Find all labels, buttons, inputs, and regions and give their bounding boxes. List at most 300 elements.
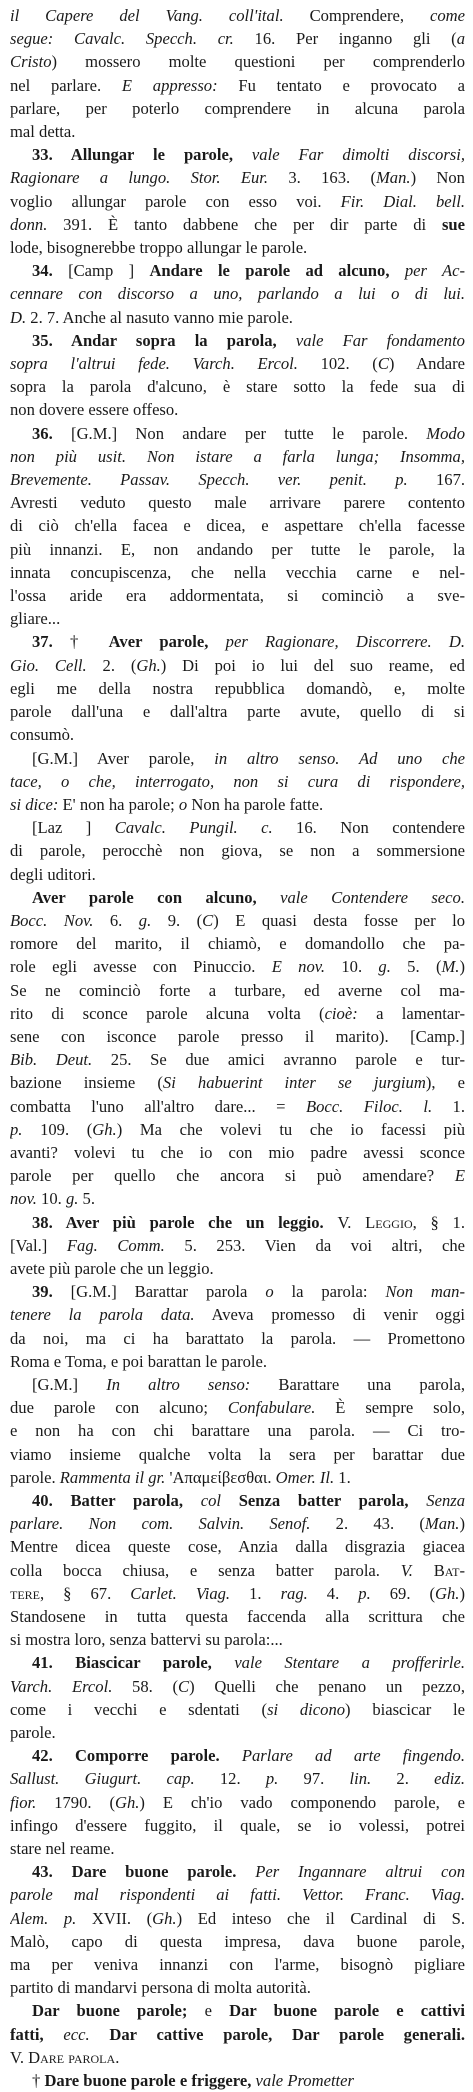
italic-text: tenere la parola data. (10, 1305, 195, 1325)
body-text: degli uditori. (10, 864, 96, 884)
text-line (10, 1860, 465, 1883)
italic-text: il Capere (10, 6, 120, 25)
body-text: Comprendere, (283, 6, 430, 25)
text-line (10, 1211, 465, 1234)
text-line (10, 352, 465, 375)
text-line (10, 1628, 465, 1651)
text-line (10, 422, 465, 445)
body-text: 1. (432, 1096, 465, 1116)
headword-text: Aver parole con alcuno, (32, 887, 281, 907)
headword-text: 43. (32, 1862, 72, 1882)
text-line (10, 1373, 465, 1396)
italic-text: come (429, 6, 465, 25)
italic-text: cennare con discorso a uno, parlando a lui o di lui. (10, 284, 465, 304)
italic-text: vale Far fondamento (295, 330, 465, 350)
body-text: 10. (36, 1189, 66, 1209)
text-line (10, 236, 465, 259)
italic-text: Gh. (114, 1792, 140, 1812)
text-line (10, 1814, 465, 1837)
italic-text: g. (65, 1189, 79, 1209)
body-text: [G.M.] Non andare per tutte le parole. (71, 423, 427, 443)
body-text: ) Quelli che penano un pezzo, (189, 1676, 465, 1696)
text-line (10, 213, 465, 236)
body-text: . (115, 2047, 120, 2067)
body-text: [G.M.] (32, 1374, 107, 1394)
body-text: Avresti veduto questo male arrivare parere contento (10, 493, 465, 513)
body-text: 6. (93, 910, 139, 930)
italic-text: vale Contendere seco. (280, 887, 465, 907)
headword-text: Dar buone parole e cattivi (229, 2001, 465, 2021)
body-text: ) mossero molte questioni per comprenderlo (51, 52, 465, 72)
text-line (10, 1303, 465, 1326)
text-line (10, 1721, 465, 1744)
body-text: Se ne cominciò forte a turbare, ed averne col ma- (10, 980, 465, 1000)
body-text: due parole con alcuno; (10, 1398, 228, 1418)
italic-text: col (200, 1491, 239, 1510)
body-text: ) (459, 1514, 465, 1534)
body-text: [G.M.] Aver parole, (32, 748, 215, 768)
body-text: viamo insieme qualche volta la sera per barattar due (10, 1444, 465, 1464)
body-text: ) Andare (388, 354, 465, 374)
headword-text: Biascicar parole, (75, 1653, 235, 1673)
italic-text: Bocc. Nov. (10, 910, 94, 930)
italic-text: E appresso: (121, 75, 218, 95)
body-text: Bat- (433, 1560, 465, 1580)
headword-text: Andar sopra la parola, (70, 330, 296, 350)
italic-text: segue: Cavalc. Specch. cr. (10, 29, 234, 49)
text-line (10, 1512, 465, 1535)
text-line (10, 1419, 465, 1442)
italic-text: V. (400, 1560, 413, 1580)
italic-text: p. (358, 1583, 371, 1603)
body-text: ) Non (410, 168, 465, 188)
text-line (10, 1767, 465, 1790)
italic-text: si dice: (10, 794, 59, 814)
italic-text: ecc. (63, 2024, 110, 2044)
text-line (10, 143, 465, 166)
italic-text: g. (378, 957, 391, 977)
text-line (10, 538, 465, 561)
body-text: ) Ma che volevi tu che io facessi più (116, 1119, 465, 1139)
italic-text: del Vang. coll'ital. (119, 6, 284, 25)
text-line (10, 607, 465, 630)
text-line (10, 584, 465, 607)
text-line (10, 793, 465, 816)
text-line (10, 1930, 465, 1953)
body-text: [Val.] (10, 1235, 67, 1255)
text-line (10, 1559, 465, 1582)
body-text: 'Απαμείβεσθαι. (165, 1467, 276, 1487)
headword-text: Allungar le parole, (70, 145, 252, 165)
text-line (10, 1327, 465, 1350)
text-line (10, 816, 465, 839)
italic-text: rag. (280, 1583, 308, 1603)
text-line (10, 1187, 465, 1210)
italic-text: Confabulare. (227, 1398, 316, 1418)
body-text: [Camp ] (68, 261, 150, 281)
body-text: 391. È tanto dabbene che per dir parte di (47, 214, 442, 234)
text-line (10, 723, 465, 746)
italic-text: Parlare ad arte fingendo. (241, 1746, 465, 1766)
headword-text: Aver più parole che un leggio. (65, 1212, 338, 1232)
text-line (10, 1907, 465, 1930)
body-text: combatta l'uno all'altro dare... = (10, 1096, 306, 1116)
body-text: ma per veniva innanzi con l'arme, bisognò pigliare (10, 1955, 465, 1975)
body-text: XVII. ( (76, 1908, 153, 1928)
body-text: ) (459, 957, 465, 977)
text-line (10, 561, 465, 584)
text-line (10, 1651, 465, 1674)
body-text: , § 67. (40, 1583, 131, 1603)
text-line (10, 190, 465, 213)
text-line (10, 955, 465, 978)
body-text: 1. (334, 1467, 351, 1487)
body-text: [Laz ] (32, 818, 115, 838)
italic-text: g. (138, 910, 152, 930)
text-line (10, 2023, 465, 2046)
text-line (10, 1234, 465, 1257)
text-line (10, 1118, 465, 1141)
body-text: 69. ( (370, 1583, 436, 1603)
body-text: sene con isconce parole presso il marito). [Camp.] (10, 1026, 465, 1046)
body-text: ) (459, 1583, 465, 1603)
text-line (10, 2046, 465, 2069)
text-line (10, 1837, 465, 1860)
text-line (10, 886, 465, 909)
headword-text: fatti, (10, 2024, 64, 2044)
italic-text: cioè: (324, 1003, 358, 1023)
body-text: 2. 7. Anche al nasuto vanno mie parole. (26, 307, 293, 327)
body-text: 16. Non contendere (272, 818, 465, 838)
text-line (10, 1698, 465, 1721)
italic-text: Cristo (10, 52, 52, 72)
italic-text: Gh. (136, 655, 161, 675)
text-line (10, 1025, 465, 1048)
text-line (10, 259, 465, 282)
italic-text: o (178, 794, 188, 814)
italic-text: Si habuerint inter se jurgium (162, 1073, 426, 1093)
body-text: [G.M.] Barattar parola (70, 1282, 266, 1302)
body-text: 9. ( (151, 910, 203, 930)
body-text: 4. (307, 1583, 359, 1603)
text-line (10, 491, 465, 514)
italic-text: vale Prometter (255, 2071, 354, 2091)
headword-text: Senza batter parola, (238, 1491, 427, 1510)
body-text: , § 1. (412, 1212, 465, 1232)
body-text: 25. Se due amici avranno parole e tur- (92, 1050, 465, 1070)
italic-text: E (454, 1166, 465, 1186)
italic-text: sopra l'altrui fede. Varch. Ercol. (10, 354, 298, 374)
text-line (10, 120, 465, 143)
text-line (10, 2069, 465, 2092)
text-line (10, 1164, 465, 1187)
text-line (10, 1466, 465, 1489)
text-line (10, 1675, 465, 1698)
body-text: 58. ( (112, 1676, 179, 1696)
headword-text: Andare le parole ad alcuno, (149, 261, 405, 281)
text-line (10, 1048, 465, 1071)
text-line (10, 1095, 465, 1118)
italic-text: Gh. (92, 1119, 117, 1139)
italic-text: si dicono (267, 1699, 346, 1719)
body-text: 102. ( (297, 354, 378, 374)
body-text: parole per quello che ancora si può amendare? (10, 1166, 455, 1186)
italic-text: M. (441, 957, 460, 977)
body-text: Fu tentato e provocato a (217, 75, 465, 95)
text-line (10, 747, 465, 770)
body-text: Aveva promesso di venir oggi (194, 1305, 465, 1325)
headword-text: 40. (32, 1491, 71, 1510)
headword-text: Dar buone parole; (32, 2001, 205, 2021)
body-text: da noi, ma ci ha barattato la parola. — Promettono (10, 1328, 465, 1348)
italic-text: lin. (349, 1769, 372, 1789)
text-line (10, 1999, 465, 2022)
headword-text: 41. (32, 1653, 76, 1673)
body-text: avanti? volevi tu che io con mio padre avessi sconce (10, 1142, 465, 1162)
italic-text: nov. (10, 1189, 37, 1209)
body-text: tere (10, 1583, 40, 1603)
body-text: mal detta. (10, 122, 76, 142)
italic-text: Per Ingannare altrui con (255, 1862, 465, 1882)
body-text: ) E quasi desta fosse per lo (213, 910, 465, 930)
italic-text: Fir. Dial. bell. (340, 191, 465, 211)
text-line (10, 97, 465, 120)
text-line (10, 1605, 465, 1628)
headword-text: sue (441, 214, 465, 234)
italic-text: o (265, 1282, 274, 1302)
text-line (10, 1976, 465, 1999)
body-text: si mostra loro, senza battervi su parola:... (10, 1630, 283, 1650)
italic-text: Fag. Comm. (66, 1235, 165, 1255)
text-line (10, 445, 465, 468)
body-text: 12. (194, 1769, 266, 1789)
text-line (10, 770, 465, 793)
headword-text: 39. (32, 1282, 71, 1302)
body-text: Dare parola (28, 2047, 116, 2067)
body-text: È sempre solo, (315, 1398, 465, 1418)
italic-text: donn. (10, 214, 48, 234)
italic-text: in altro senso. Ad uno che (214, 748, 465, 768)
body-text: 10. (325, 957, 379, 977)
headword-text: Dar cattive parole, Dar parole generali. (109, 2024, 465, 2044)
headword-text: 37. (32, 632, 70, 652)
body-text: 2. (371, 1769, 435, 1789)
italic-text: C (377, 354, 389, 374)
body-text: lode, bisognerebbe troppo allungar le parole. (10, 238, 308, 258)
text-line (10, 27, 465, 50)
text-line (10, 282, 465, 305)
text-line (10, 1744, 465, 1767)
headword-text: Batter parola, (70, 1491, 201, 1510)
text-line (10, 50, 465, 73)
headword-text: 33. (32, 145, 71, 165)
italic-text: Non man- (385, 1282, 465, 1302)
text-line (10, 398, 465, 421)
italic-text: C (202, 910, 214, 930)
body-text: Mentre dicea queste cose, Anzia dalla disgrazia giacea (10, 1537, 465, 1557)
body-text: 5. (78, 1189, 95, 1209)
italic-text: Cavalc. Pungil. c. (114, 818, 273, 838)
body-text: infingo d'essere fuggito, il quale, se io volessi, potrei (10, 1815, 465, 1835)
text-line (10, 329, 465, 352)
body-text: 167. (407, 470, 465, 490)
body-text: V. (10, 2047, 29, 2067)
italic-text: Rammenta il gr. (59, 1467, 166, 1487)
body-text: Standosene in tutta questa faccenda alla scrittura che (10, 1607, 465, 1627)
italic-text: a (456, 29, 465, 49)
italic-text: Gio. Cell. (10, 655, 87, 675)
italic-text: Gh. (435, 1583, 460, 1603)
body-text: nel parlare. (10, 75, 122, 95)
body-text: role egli avesse con Pinuccio. (10, 957, 272, 977)
text-line (10, 1883, 465, 1906)
text-line (10, 166, 465, 189)
body-text: come i vecchi e sdentati ( (10, 1699, 268, 1719)
headword-text: Dare buone parole e friggere, (44, 2071, 256, 2091)
body-text: † (70, 632, 109, 652)
text-line (10, 1791, 465, 1814)
text-line (10, 677, 465, 700)
text-line (10, 839, 465, 862)
body-text: l'ossa aride era addormentata, si cominciò a sve- (10, 586, 465, 606)
italic-text: D. (10, 307, 27, 327)
body-text: E' non ha parole; (58, 794, 179, 814)
body-text: 1. (230, 1583, 281, 1603)
body-text: Non ha parole fatte. (187, 794, 324, 814)
body-text: Malò, capo di questa impresa, dava buone parole, (10, 1931, 465, 1951)
text-line (10, 1350, 465, 1373)
body-text: 5. ( (390, 957, 442, 977)
body-text: più innanzi. E, non andando per tutte le parole, la (10, 539, 465, 559)
headword-text: 35. (32, 330, 71, 350)
italic-text: non più usit. Non istare a farla lunga; Insomma, (10, 446, 465, 466)
body-text: e non ha con chi barattare una parola. — Ci tro- (10, 1421, 465, 1441)
italic-text: Sallust. Giugurt. cap. (10, 1769, 195, 1789)
body-text: 3. 163. ( (268, 168, 376, 188)
body-text: rito di sconce parole alcuna volta ( (10, 1003, 325, 1023)
body-text: Leggio (365, 1212, 413, 1232)
body-text: colla bocca chiusa, e senza batter parola. (10, 1560, 401, 1580)
body-text: a lamentar- (357, 1003, 465, 1023)
body-text: Barattare una parola, (250, 1374, 465, 1394)
body-text: Roma e Toma, e poi barattan le parole. (10, 1351, 268, 1371)
italic-text: Modo (426, 423, 465, 443)
italic-text: Gh. (152, 1908, 177, 1928)
text-line (10, 979, 465, 1002)
body-text: gliare... (10, 609, 61, 629)
italic-text: p. (10, 1119, 23, 1139)
italic-text: p. (265, 1769, 279, 1789)
italic-text: Alem. p. (10, 1908, 77, 1928)
body-text: innata concupiscenza, che nella vecchia carne e nel- (10, 562, 465, 582)
body-text: 16. Per inganno gli ( (233, 29, 457, 49)
body-text: ) Di poi io lui del suo reame, ed (160, 655, 465, 675)
italic-text: Varch. Ercol. (10, 1676, 113, 1696)
text-line (10, 1443, 465, 1466)
headword-text: 42. (32, 1746, 75, 1766)
text-line (10, 74, 465, 97)
body-text: bazione insieme ( (10, 1073, 163, 1093)
text-line (10, 375, 465, 398)
text-line (10, 1489, 465, 1512)
text-line (10, 654, 465, 677)
text-line (10, 306, 465, 329)
body-text: partito di mandarvi persona di molta autorità. (10, 1978, 311, 1998)
italic-text: Man. (375, 168, 411, 188)
body-text: romore del marito, il chiamò, e domandollo che pa- (10, 934, 465, 954)
italic-text: per Ragionare, Discorrere. D. (225, 632, 465, 652)
body-text: ) Ed inteso che il Cardinal di S. (176, 1908, 465, 1928)
text-line (10, 700, 465, 723)
text-line (10, 1953, 465, 1976)
italic-text: Carlet. Viag. (130, 1583, 231, 1603)
text-line (10, 1141, 465, 1164)
italic-text: In altro senso: (106, 1374, 251, 1394)
headword-text: Aver parole, (108, 632, 226, 652)
headword-text: 34. (32, 261, 69, 281)
italic-text: vale Stentare a profferirle. (234, 1653, 465, 1673)
headword-text: Comporre parole. (74, 1746, 242, 1766)
text-line (10, 468, 465, 491)
italic-text: vale Far dimolti discorsi, (251, 145, 465, 165)
text-line (10, 1535, 465, 1558)
body-text: di ciò ch'ella facea e dicea, e aspettare ch'ella facesse (10, 516, 465, 536)
italic-text: E nov. (271, 957, 326, 977)
headword-text: 38. (32, 1212, 66, 1232)
italic-text: Brevemente. Passav. Specch. ver. penit. p. (10, 470, 408, 490)
body-text: egli me della nostra repubblica domandò, e, molte (10, 678, 465, 698)
body-text: ) E ch'io vado componendo parole, e (139, 1792, 465, 1812)
body-text: 97. (278, 1769, 350, 1789)
headword-text: 36. (32, 423, 72, 443)
body-text: 1790. ( (36, 1792, 115, 1812)
text-line (10, 1257, 465, 1280)
text-line (10, 514, 465, 537)
body-text: stare nel reame. (10, 1839, 115, 1859)
body-text (413, 1561, 434, 1580)
italic-text: per Ac- (404, 261, 465, 281)
italic-text: C (178, 1676, 190, 1696)
body-text: 5. 253. Vien da voi altri, che (164, 1235, 465, 1255)
italic-text: ediz. (434, 1769, 465, 1789)
body-text: consumò. (10, 725, 75, 745)
italic-text: Man. (424, 1514, 460, 1534)
body-text: ), e (425, 1073, 465, 1093)
italic-text: parlare. Non com. Salvin. Senof. (10, 1514, 311, 1534)
italic-text: fior. (10, 1792, 37, 1812)
text-line (10, 4, 465, 27)
body-text: non dovere essere offeso. (10, 400, 179, 420)
body-text: voglio allungar parole con esso voi. (10, 191, 341, 211)
text-line (10, 932, 465, 955)
body-text: † (32, 2071, 45, 2091)
body-text: e (204, 2001, 230, 2021)
italic-text: Bocc. Filoc. l. (305, 1096, 433, 1116)
text-line (10, 1582, 465, 1605)
body-text: V. (337, 1212, 366, 1232)
body-text: 2. ( (86, 655, 137, 675)
body-text: la parola: (273, 1282, 386, 1302)
body-text: di parole, perocchè non giova, se non a sommersione (10, 841, 465, 861)
body-text: avete più parole che un leggio. (10, 1258, 214, 1278)
italic-text: Ragionare a lungo. Stor. Eur. (10, 168, 269, 188)
text-line (10, 1396, 465, 1419)
text-line (10, 1002, 465, 1025)
body-text: 2. 43. ( (310, 1514, 425, 1534)
body-text: parlare, per poterlo comprendere in alcuna parola (10, 98, 465, 118)
body-text: parole. (10, 1723, 56, 1743)
text-line (10, 863, 465, 886)
